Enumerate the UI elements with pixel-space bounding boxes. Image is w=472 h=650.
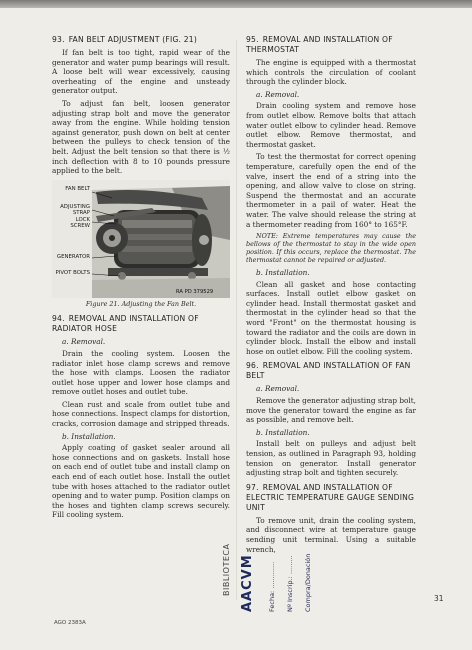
paragraph: If fan belt is too tight, rapid wear of the generator and water pump bearings will result. A loose belt will wear excessively, causing overheating of the engine and unsteady generator output.	[52, 48, 230, 96]
page-number: 31	[434, 594, 444, 603]
paragraph: To adjust fan belt, loosen generator adjusting strap bolt and move the generator away from the engine. While holding tension against generator, push down on belt at center between the pulleys to check tension of the belt. Adjust the belt tension so that there is ½ inch deflection with 8 to 10 pounds pressure applied to the belt.	[52, 98, 230, 176]
section-95-heading	[246, 35, 416, 55]
stamp-biblioteca: BIBLIOTECA	[222, 543, 231, 596]
paragraph: The engine is equipped with a thermostat which controls the circulation of coolant through the cylinder block.	[246, 58, 416, 87]
generator-photo	[52, 180, 230, 298]
paragraph: Drain cooling system and remove hose from outlet elbow. Remove bolts that attach water outlet elbow to cylinder head. Remove outlet elbow. Remove thermostat, and thermostat gasket.	[246, 101, 416, 149]
stamp-inscrip-label: Nº Inscrip.:	[286, 576, 294, 612]
stamp-fecha: Fecha: .............	[268, 561, 276, 612]
figure-label-pivot-bolts: PIVOT BOLTS	[55, 269, 90, 276]
section-number: 93.	[52, 35, 65, 44]
figure-label-lock: LOCK	[75, 216, 90, 223]
stamp-org: AACVM	[240, 554, 255, 612]
section-title: FAN BELT ADJUSTMENT (FIG. 21)	[68, 35, 197, 44]
section-number: 94.	[52, 314, 65, 324]
figure-label-adjusting: ADJUSTING	[60, 203, 90, 210]
scan-top-edge	[0, 0, 472, 8]
paragraph: Install belt on pulleys and adjust belt tension, as outlined in Paragraph 93, holding tension on generator. Install generator adjusting strap bolt and tighten securely.	[246, 439, 416, 478]
section-97-heading	[246, 483, 416, 513]
figure-caption: Figure 21. Adjusting the Fan Belt.	[85, 299, 197, 308]
figure-21	[52, 180, 230, 298]
section-94-heading	[52, 314, 230, 334]
paragraph: Clean all gasket and hose contacting surfaces. Install outlet elbow gasket on cylinder head. Install thermostat gasket and thermostat in the cylinder head so that the word "Front" on the thermostat housing is toward the radiator and the coils are down in cylinder block. Install the elbow and install hose on outlet elbow. Fill the cooling system.	[246, 279, 416, 356]
section-title: REMOVAL AND INSTALLATION OF THERMOSTAT	[246, 35, 393, 54]
page-gutter	[236, 40, 237, 600]
subheading-removal: a. Removal.	[62, 337, 106, 347]
paragraph: Apply coating of gasket sealer around all hose connections and on gaskets. Install hose on each end of outlet tube and install clamp on each end of each outlet hose. Install the outlet tube with hoses attached to the radiator outlet opening and to water pump. Position clamps on the hoses and tighten clamp screws securely. Fill cooling system.	[52, 443, 230, 520]
figure-label-screw: SCREW	[70, 222, 90, 229]
figure-id: RA PD 379529	[176, 288, 214, 295]
section-93-heading	[52, 35, 230, 45]
paragraph: To test the thermostat for correct opening temperature, carefully open the end of the valve, insert the end of a string into the opening, and allow valve to close on string. Suspend the thermostat and an accurate thermometer in a pail of water. Heat the water. The valve should release the string at a thermometer reading from 160° to 165°F.	[246, 152, 416, 229]
section-96-heading	[246, 361, 416, 381]
note: NOTE: Extreme temperatures may cause the bellows of the thermostat to stay in the wide open position. If this occurs, replace the thermostat. The thermostat cannot be repaired or adjusted.	[246, 232, 416, 265]
section-title: REMOVAL AND INSTALLATION OF FAN BELT	[246, 361, 411, 381]
right-column	[246, 30, 416, 557]
figure-label-strap: STRAP	[72, 209, 90, 216]
stamp-fecha-label: Fecha:	[268, 590, 276, 612]
stamp-inscrip: Nº Inscrip.: .........	[286, 555, 294, 612]
figure-label-fan-belt: FAN BELT	[65, 185, 90, 192]
subheading-installation: b. Installation.	[256, 427, 310, 437]
section-title: REMOVAL AND INSTALLATION OF RADIATOR HOSE	[52, 314, 199, 334]
paragraph: Clean rust and scale from outlet tube and hose connections. Inspect clamps for distortion, cracks, corrosion damage and stripped threads.	[52, 399, 230, 429]
paragraph: Drain the cooling system. Loosen the radiator inlet hose clamp screws and remove the hose with clamps. Loosen the radiator outlet hose upper and lower hose clamps and remove outlet hoses and outlet tube.	[52, 348, 230, 397]
section-title: REMOVAL AND INSTALLATION OF ELECTRIC TEMPERATURE GAUGE SENDING UNIT	[246, 482, 415, 512]
section-number: 97.	[246, 482, 259, 492]
section-number: 96.	[246, 361, 259, 371]
subheading-installation: b. Installation.	[62, 431, 116, 441]
paragraph: To remove unit, drain the cooling system, and disconnect wire at temperature gauge sending unit terminal. Using a suitable wrench,	[246, 515, 416, 554]
section-number: 95.	[246, 35, 259, 44]
stamp-compra: Compra/Donación	[304, 553, 312, 612]
subheading-removal: a. Removal.	[256, 89, 300, 99]
figure-label-generator: GENERATOR	[56, 253, 90, 260]
left-column	[52, 30, 230, 523]
footer-code: AGO 2383A	[54, 620, 86, 626]
subheading-installation: b. Installation.	[256, 268, 310, 278]
subheading-removal: a. Removal.	[256, 384, 300, 394]
paragraph: Remove the generator adjusting strap bolt, move the generator toward the engine as far as possible, and remove belt.	[246, 396, 416, 425]
